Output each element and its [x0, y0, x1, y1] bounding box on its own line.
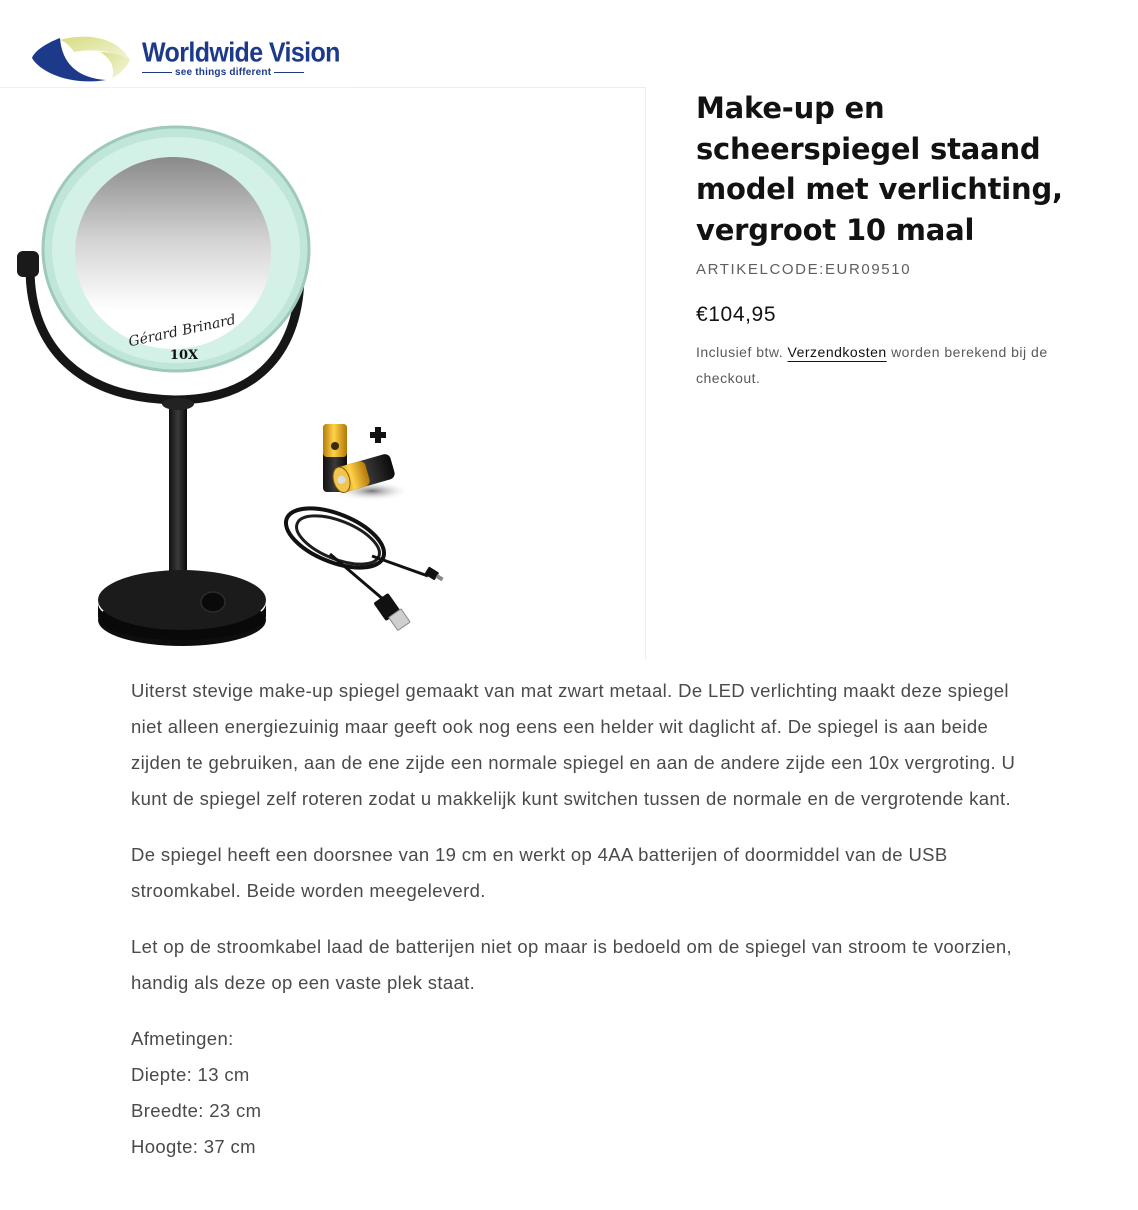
product-info — [696, 88, 1106, 391]
description-paragraph: Uiterst stevige make-up spiegel gemaakt van mat zwart metaal. De LED verlichting maakt deze spiegel niet alleen energiezuinig maar geeft ook nog eens een helder wit daglicht af. De spiegel is aan beide zijden te gebruiken, aan de ene zijde een normale spiegel en aan de andere zijde een 10x vergroting. U kunt de spiegel zelf roteren zodat u makkelijk kunt switchen tussen de normale en de vergrotende kant. — [131, 680, 1016, 809]
brand-tagline — [142, 67, 340, 78]
tagline-rule-left — [142, 72, 172, 73]
mirror-magnification-text: 10X — [169, 348, 199, 363]
dimensions-heading: Afmetingen: — [131, 1028, 234, 1049]
description-paragraph: De spiegel heeft een doorsnee van 19 cm en werkt op 4AA batterijen of doormiddel van de USB stroomkabel. Beide worden meegeleverd. — [131, 844, 948, 901]
product-description — [131, 673, 1031, 1165]
tagline-rule-right — [274, 72, 304, 73]
product-sku: ARTIKELCODE:EUR09510 — [696, 261, 912, 278]
dimension-width: Breedte: 23 cm — [131, 1100, 262, 1121]
product-title: Make-up en scheerspiegel staand model met verlichting, vergroot 10 maal — [696, 91, 1063, 247]
product-price: €104,95 — [696, 303, 777, 326]
product-image[interactable] — [0, 88, 646, 661]
tax-note-suffix: worden berekend bij de checkout. — [696, 344, 1048, 386]
media-divider — [352, 87, 646, 88]
mirror-brand-text: Gérard Brinard — [127, 311, 238, 351]
brand-name: Worldwide Vision — [142, 36, 340, 69]
dimension-height: Hoogte: 37 cm — [131, 1136, 256, 1157]
tax-note — [696, 339, 1106, 391]
eye-logo-icon — [30, 34, 134, 86]
logo-wordmark — [142, 38, 340, 78]
dimension-depth: Diepte: 13 cm — [131, 1064, 250, 1085]
tax-note-prefix: Inclusief btw. — [696, 344, 784, 360]
shipping-costs-link[interactable]: Verzendkosten — [787, 344, 887, 360]
tagline-text: see things different — [175, 67, 272, 78]
description-paragraph: Let op de stroomkabel laad de batterijen niet op maar is bedoeld om de spiegel van stroom te voorzien, handig als deze op een vaste plek staat. — [131, 936, 1013, 993]
brand-logo[interactable] — [30, 34, 340, 86]
product-media-gallery[interactable] — [0, 87, 646, 660]
